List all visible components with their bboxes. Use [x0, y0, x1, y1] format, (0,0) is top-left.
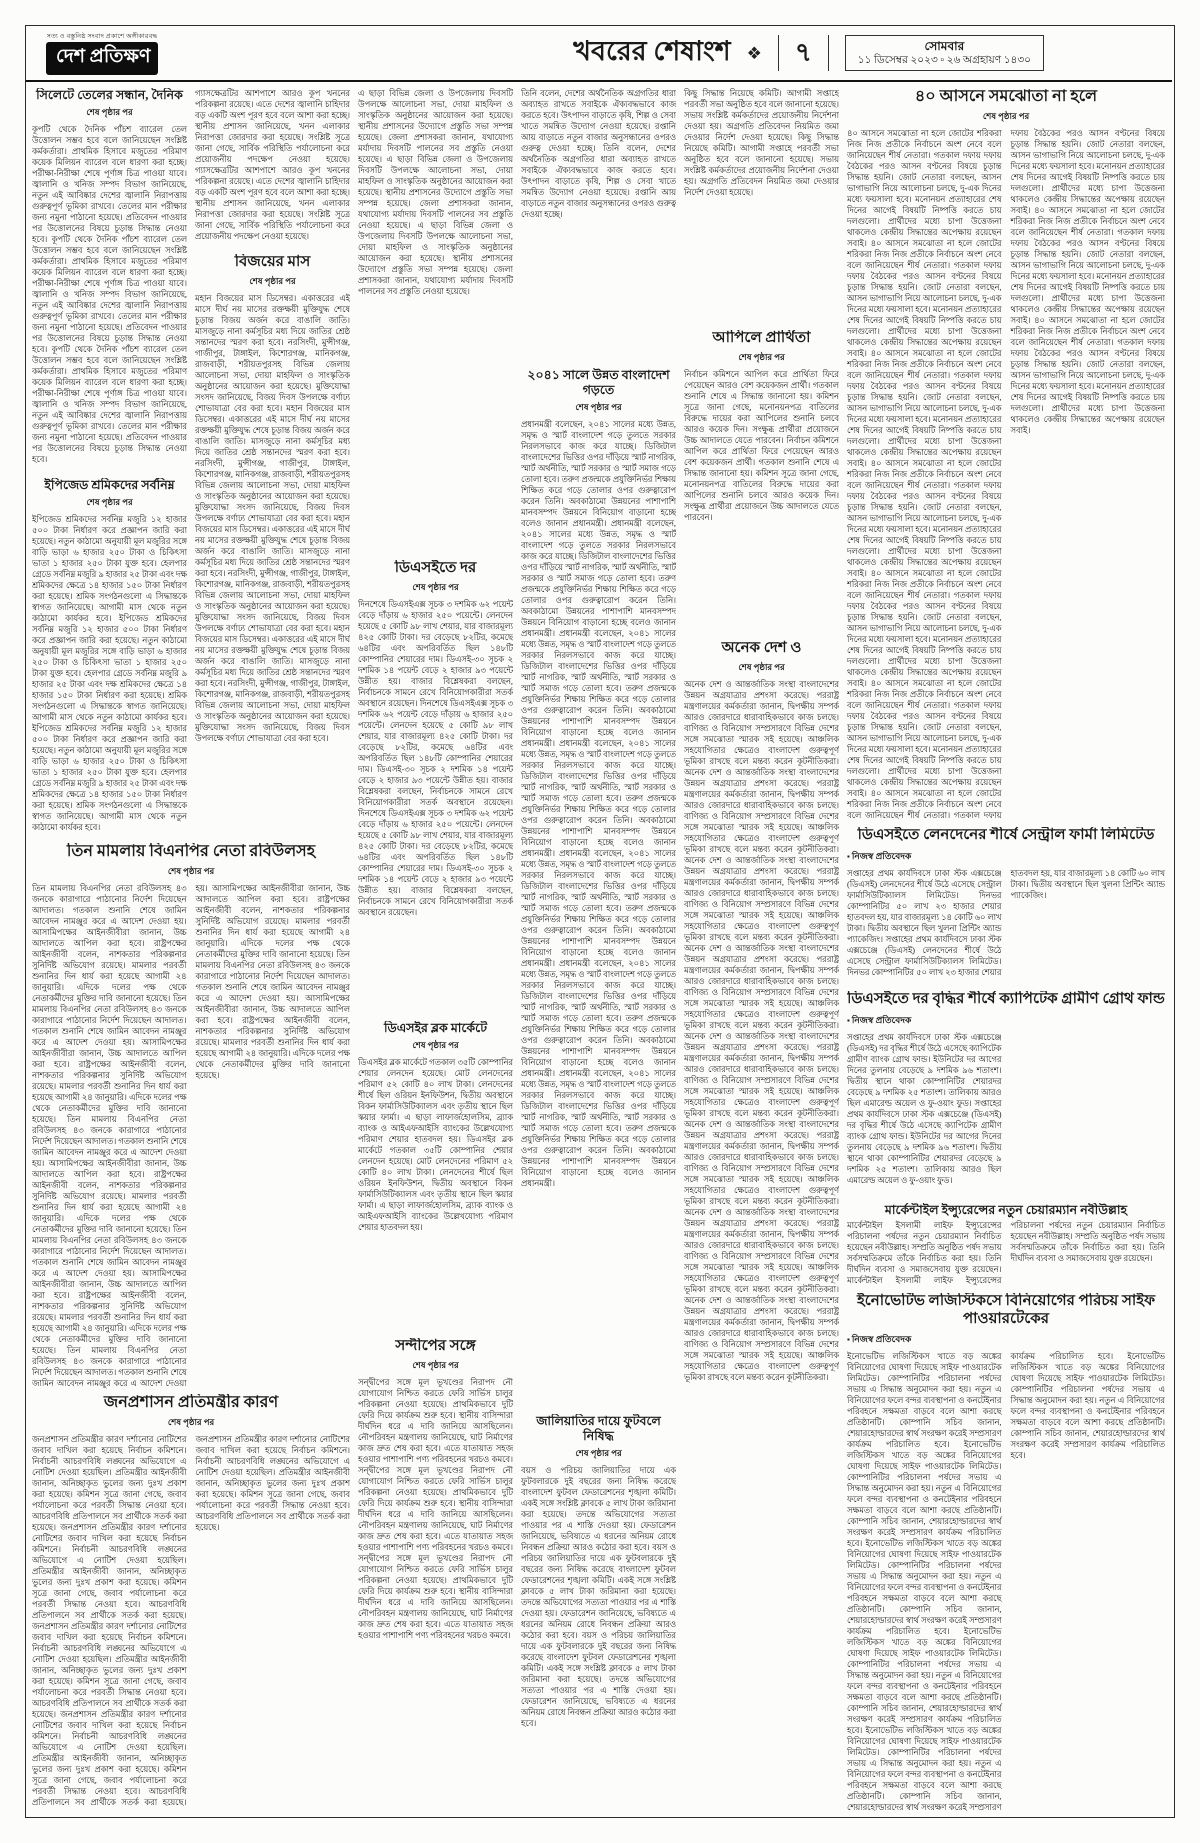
continued-from-label: শেষ পৃষ্ঠার পর [738, 661, 785, 672]
article-headline: মার্কেন্টাইল ইন্স্যুরেন্সের নতুন চেয়ারম্যান নবীউল্লাহ [884, 1203, 1128, 1217]
article-capitec-top-gainer [847, 991, 1165, 1199]
article-headline: ডিএসইতে দর বৃদ্ধির শীর্ষে ক্যাপিটেক গ্রামীণ গ্রোথ ফান্ড [847, 991, 1165, 1007]
byline: ▪ নিজস্ব প্রতিবেদক [847, 1332, 1165, 1347]
article-body: প্রধানমন্ত্রী বলেছেন, ২০৪১ সালের মধ্যে উন্নত, সমৃদ্ধ ও স্মার্ট বাংলাদেশ গড়ে তুলতে সরকার নিরলসভাবে কাজ করে যাচ্ছে। ডিজিটাল বাংলাদেশের ভিত্তির ওপর দাঁড়িয়ে স্মার্ট নাগরিক, স্মার্ট অর্থনীতি, স্মার্ট সরকার ও স্মার্ট সমাজ গড়ে তোলা হবে। তরুণ প্রজন্মকে প্রযুক্তিনির্ভর শিক্ষায় শিক্ষিত করে গড়ে তোলার ওপর গুরুত্বারোপ করেন তিনি। অবকাঠামো উন্নয়নের পাশাপাশি মানবসম্পদ উন্নয়নে বিনিয়োগ বাড়ানো হচ্ছে বলেও জানান প্রধানমন্ত্রী। প্রধানমন্ত্রী বলেছেন, ২০৪১ সালের মধ্যে উন্নত, সমৃদ্ধ ও স্মার্ট বাংলাদেশ গড়ে তুলতে সরকার নিরলসভাবে কাজ করে যাচ্ছে। ডিজিটাল বাংলাদেশের ভিত্তির ওপর দাঁড়িয়ে স্মার্ট নাগরিক, স্মার্ট অর্থনীতি, স্মার্ট সরকার ও স্মার্ট সমাজ গড়ে তোলা হবে। তরুণ প্রজন্মকে প্রযুক্তিনির্ভর শিক্ষায় শিক্ষিত করে গড়ে তোলার ওপর গুরুত্বারোপ করেন তিনি। অবকাঠামো উন্নয়নের পাশাপাশি মানবসম্পদ উন্নয়নে বিনিয়োগ বাড়ানো হচ্ছে বলেও জানান প্রধানমন্ত্রী। প্রধানমন্ত্রী বলেছেন, ২০৪১ সালের মধ্যে উন্নত, সমৃদ্ধ ও স্মার্ট বাংলাদেশ গড়ে তুলতে সরকার নিরলসভাবে কাজ করে যাচ্ছে। ডিজিটাল বাংলাদেশের ভিত্তির ওপর দাঁড়িয়ে স্মার্ট নাগরিক, স্মার্ট অর্থনীতি, স্মার্ট সরকার ও স্মার্ট সমাজ গড়ে তোলা হবে। তরুণ প্রজন্মকে প্রযুক্তিনির্ভর শিক্ষায় শিক্ষিত করে গড়ে তোলার ওপর গুরুত্বারোপ করেন তিনি। অবকাঠামো উন্নয়নের পাশাপাশি মানবসম্পদ উন্নয়নে বিনিয়োগ বাড়ানো হচ্ছে বলেও জানান প্রধানমন্ত্রী। প্রধানমন্ত্রী বলেছেন, ২০৪১ সালের মধ্যে উন্নত, সমৃদ্ধ ও স্মার্ট বাংলাদেশ গড়ে তুলতে সরকার নিরলসভাবে কাজ করে যাচ্ছে। ডিজিটাল বাংলাদেশের ভিত্তির ওপর দাঁড়িয়ে স্মার্ট নাগরিক, স্মার্ট অর্থনীতি, স্মার্ট সরকার ও স্মার্ট সমাজ গড়ে তোলা হবে। তরুণ প্রজন্মকে প্রযুক্তিনির্ভর শিক্ষায় শিক্ষিত করে গড়ে তোলার ওপর গুরুত্বারোপ করেন তিনি। অবকাঠামো উন্নয়নের পাশাপাশি মানবসম্পদ উন্নয়নে বিনিয়োগ বাড়ানো হচ্ছে বলেও জানান প্রধানমন্ত্রী। প্রধানমন্ত্রী বলেছেন, ২০৪১ সালের মধ্যে উন্নত, সমৃদ্ধ ও স্মার্ট বাংলাদেশ গড়ে তুলতে সরকার নিরলসভাবে কাজ করে যাচ্ছে। ডিজিটাল বাংলাদেশের ভিত্তির ওপর দাঁড়িয়ে স্মার্ট নাগরিক, স্মার্ট অর্থনীতি, স্মার্ট সরকার ও স্মার্ট সমাজ গড়ে তোলা হবে। তরুণ প্রজন্মকে প্রযুক্তিনির্ভর শিক্ষায় শিক্ষিত করে গড়ে তোলার ওপর গুরুত্বারোপ করেন তিনি। অবকাঠামো উন্নয়নের পাশাপাশি মানবসম্পদ উন্নয়নে বিনিয়োগ বাড়ানো হচ্ছে বলেও জানান প্রধানমন্ত্রী। প্রধানমন্ত্রী বলেছেন, ২০৪১ সালের মধ্যে উন্নত, সমৃদ্ধ ও স্মার্ট বাংলাদেশ গড়ে তুলতে সরকার নিরলসভাবে কাজ করে যাচ্ছে। ডিজিটাল বাংলাদেশের ভিত্তির ওপর দাঁড়িয়ে স্মার্ট নাগরিক, স্মার্ট অর্থনীতি, স্মার্ট সরকার ও স্মার্ট সমাজ গড়ে তোলা হবে। তরুণ প্রজন্মকে প্রযুক্তিনির্ভর শিক্ষায় শিক্ষিত করে গড়ে তোলার ওপর গুরুত্বারোপ করেন তিনি। অবকাঠামো উন্নয়নের পাশাপাশি মানবসম্পদ উন্নয়নে বিনিয়োগ বাড়ানো হচ্ছে বলেও জানান প্রধানমন্ত্রী। প্রধানমন্ত্রী বলেছেন, ২০৪১ সালের মধ্যে উন্নত, সমৃদ্ধ ও স্মার্ট বাংলাদেশ গড়ে তুলতে সরকার নিরলসভাবে কাজ করে যাচ্ছে। ডিজিটাল বাংলাদেশের ভিত্তির ওপর দাঁড়িয়ে স্মার্ট নাগরিক, স্মার্ট অর্থনীতি, স্মার্ট সরকার ও স্মার্ট সমাজ গড়ে তোলা হবে। তরুণ প্রজন্মকে প্রযুক্তিনির্ভর শিক্ষায় শিক্ষিত করে গড়ে তোলার ওপর গুরুত্বারোপ করেন তিনি। অবকাঠামো উন্নয়নের পাশাপাশি মানবসম্পদ উন্নয়নে বিনিয়োগ বাড়ানো হচ্ছে বলেও জানান প্রধানমন্ত্রী। [521, 419, 676, 1188]
article-public-admin-minister [32, 1394, 350, 1814]
continued-from-label: শেষ পৃষ্ঠার পর [412, 1359, 459, 1370]
continued-from-label: শেষ পৃষ্ঠার পর [167, 865, 215, 876]
article-body: কূপটি থেকে দৈনিক পাঁচশ ব্যারেল তেল উত্তোলন সম্ভব হবে বলে জানিয়েছেন সংশ্লিষ্ট কর্মকর্তারা। প্রাথমিক হিসাবে মজুতের পরিমাণ কয়েক মিলিয়ন ব্যারেল বলে ধারণা করা হচ্ছে। পরীক্ষা-নিরীক্ষা শেষে পূর্ণাঙ্গ চিত্র পাওয়া যাবে। জ্বালানি ও খনিজ সম্পদ বিভাগ জানিয়েছে, নতুন এই আবিষ্কার দেশের জ্বালানি নিরাপত্তায় গুরুত্বপূর্ণ ভূমিকা রাখবে। তেলের মান পরীক্ষার জন্য নমুনা পাঠানো হয়েছে। প্রতিবেদন পাওয়ার পর উত্তোলনের বিষয়ে চূড়ান্ত সিদ্ধান্ত নেওয়া হবে। কূপটি থেকে দৈনিক পাঁচশ ব্যারেল তেল উত্তোলন সম্ভব হবে বলে জানিয়েছেন সংশ্লিষ্ট কর্মকর্তারা। প্রাথমিক হিসাবে মজুতের পরিমাণ কয়েক মিলিয়ন ব্যারেল বলে ধারণা করা হচ্ছে। পরীক্ষা-নিরীক্ষা শেষে পূর্ণাঙ্গ চিত্র পাওয়া যাবে। জ্বালানি ও খনিজ সম্পদ বিভাগ জানিয়েছে, নতুন এই আবিষ্কার দেশের জ্বালানি নিরাপত্তায় গুরুত্বপূর্ণ ভূমিকা রাখবে। তেলের মান পরীক্ষার জন্য নমুনা পাঠানো হয়েছে। প্রতিবেদন পাওয়ার পর উত্তোলনের বিষয়ে চূড়ান্ত সিদ্ধান্ত নেওয়া হবে। কূপটি থেকে দৈনিক পাঁচশ ব্যারেল তেল উত্তোলন সম্ভব হবে বলে জানিয়েছেন সংশ্লিষ্ট কর্মকর্তারা। প্রাথমিক হিসাবে মজুতের পরিমাণ কয়েক মিলিয়ন ব্যারেল বলে ধারণা করা হচ্ছে। পরীক্ষা-নিরীক্ষা শেষে পূর্ণাঙ্গ চিত্র পাওয়া যাবে। জ্বালানি ও খনিজ সম্পদ বিভাগ জানিয়েছে, নতুন এই আবিষ্কার দেশের জ্বালানি নিরাপত্তায় গুরুত্বপূর্ণ ভূমিকা রাখবে। তেলের মান পরীক্ষার জন্য নমুনা পাঠানো হয়েছে। প্রতিবেদন পাওয়ার পর উত্তোলনের বিষয়ে চূড়ান্ত সিদ্ধান্ত নেওয়া হবে। [32, 124, 187, 464]
article-continuation-col4 [521, 88, 676, 364]
article-headline: ডিএসইতে দর [394, 560, 477, 576]
article-headline: ২০৪১ সালে উন্নত বাংলাদেশ গড়তে [527, 368, 670, 397]
article-body: সপ্তাহের প্রথম কার্যদিবসে ঢাকা স্টক এক্সচেঞ্জে (ডিএসই) দর বৃদ্ধির শীর্ষে উঠে এসেছে ক্যাপিটেক গ্রামীণ ব্যাংক গ্রোথ ফান্ড। ইউনিটের দর আগের দিনের তুলনায় বেড়েছে ৯ দশমিক ৯৬ শতাংশ। দ্বিতীয় স্থানে থাকা কোম্পানিটির শেয়ারদর বেড়েছে ৯ দশমিক ২৫ শতাংশ। তালিকায় আরও ছিল এমারেল্ড অয়েল ও ফু-ওয়াং ফুড। সপ্তাহের প্রথম কার্যদিবসে ঢাকা স্টক এক্সচেঞ্জে (ডিএসই) দর বৃদ্ধির শীর্ষে উঠে এসেছে ক্যাপিটেক গ্রামীণ ব্যাংক গ্রোথ ফান্ড। ইউনিটের দর আগের দিনের তুলনায় বেড়েছে ৯ দশমিক ৯৬ শতাংশ। দ্বিতীয় স্থানে থাকা কোম্পানিটির শেয়ারদর বেড়েছে ৯ দশমিক ২৫ শতাংশ। তালিকায় আরও ছিল এমারেল্ড অয়েল ও ফু-ওয়াং ফুড। [847, 1032, 1002, 1185]
ornament-icon: ❖ [746, 43, 762, 63]
article-saif-powertec-investment [847, 1293, 1165, 1814]
article-body: সপ্তাহের প্রথম কার্যদিবসে ঢাকা স্টক এক্সচেঞ্জে (ডিএসই) লেনদেনের শীর্ষে উঠে এসেছে সেন্ট্রাল ফার্মাসিউটিক্যালস লিমিটেড। দিনভর কোম্পানিটির ৫০ লাখ ২৩ হাজার শেয়ার হাতবদল হয়, যার বাজারমূল্য ১৪ কোটি ৬০ লাখ টাকা। দ্বিতীয় অবস্থানে ছিল খুলনা প্রিন্টিং অ্যান্ড প্যাকেজিং। সপ্তাহের প্রথম কার্যদিবসে ঢাকা স্টক এক্সচেঞ্জে (ডিএসই) লেনদেনের শীর্ষে উঠে এসেছে সেন্ট্রাল ফার্মাসিউটিক্যালস লিমিটেড। দিনভর কোম্পানিটির ৫০ লাখ ২৩ হাজার শেয়ার হাতবদল হয়, যার বাজারমূল্য ১৪ কোটি ৬০ লাখ টাকা। দ্বিতীয় অবস্থানে ছিল খুলনা প্রিন্টিং অ্যান্ড প্যাকেজিং। [847, 868, 1165, 977]
article-body: নির্বাচন কমিশনে আপিল করে প্রার্থিতা ফিরে পেয়েছেন আরও বেশ কয়েকজন প্রার্থী। গতকাল শুনানি শেষে এ সিদ্ধান্ত জানানো হয়। কমিশন সূত্রে জানা গেছে, মনোনয়নপত্র বাতিলের বিরুদ্ধে দায়ের করা আপিলের শুনানি চলবে আরও কয়েক দিন। সংক্ষুব্ধ প্রার্থীরা প্রয়োজনে উচ্চ আদালতে যেতে পারবেন। নির্বাচন কমিশনে আপিল করে প্রার্থিতা ফিরে পেয়েছেন আরও বেশ কয়েকজন প্রার্থী। গতকাল শুনানি শেষে এ সিদ্ধান্ত জানানো হয়। কমিশন সূত্রে জানা গেছে, মনোনয়নপত্র বাতিলের বিরুদ্ধে দায়ের করা আপিলের শুনানি চলবে আরও কয়েক দিন। সংক্ষুব্ধ প্রার্থীরা প্রয়োজনে উচ্চ আদালতে যেতে পারবেন। [684, 369, 839, 522]
article-body: ইনোভেটিভ লজিস্টিকস খাতে বড় অঙ্কের বিনিয়োগের ঘোষণা দিয়েছে সাইফ পাওয়ারটেক লিমিটেড। কোম্পানিটির পরিচালনা পর্ষদের সভায় এ সিদ্ধান্ত অনুমোদন করা হয়। নতুন এ বিনিয়োগের ফলে বন্দর ব্যবস্থাপনা ও কনটেইনার পরিবহনে সক্ষমতা বাড়বে বলে আশা করছে প্রতিষ্ঠানটি। কোম্পানি সচিব জানান, শেয়ারহোল্ডারদের স্বার্থ সংরক্ষণ করেই সম্প্রসারণ কার্যক্রম পরিচালিত হবে। ইনোভেটিভ লজিস্টিকস খাতে বড় অঙ্কের বিনিয়োগের ঘোষণা দিয়েছে সাইফ পাওয়ারটেক লিমিটেড। কোম্পানিটির পরিচালনা পর্ষদের সভায় এ সিদ্ধান্ত অনুমোদন করা হয়। নতুন এ বিনিয়োগের ফলে বন্দর ব্যবস্থাপনা ও কনটেইনার পরিবহনে সক্ষমতা বাড়বে বলে আশা করছে প্রতিষ্ঠানটি। কোম্পানি সচিব জানান, শেয়ারহোল্ডারদের স্বার্থ সংরক্ষণ করেই সম্প্রসারণ কার্যক্রম পরিচালিত হবে। ইনোভেটিভ লজিস্টিকস খাতে বড় অঙ্কের বিনিয়োগের ঘোষণা দিয়েছে সাইফ পাওয়ারটেক লিমিটেড। কোম্পানিটির পরিচালনা পর্ষদের সভায় এ সিদ্ধান্ত অনুমোদন করা হয়। নতুন এ বিনিয়োগের ফলে বন্দর ব্যবস্থাপনা ও কনটেইনার পরিবহনে সক্ষমতা বাড়বে বলে আশা করছে প্রতিষ্ঠানটি। কোম্পানি সচিব জানান, শেয়ারহোল্ডারদের স্বার্থ সংরক্ষণ করেই সম্প্রসারণ কার্যক্রম পরিচালিত হবে। ইনোভেটিভ লজিস্টিকস খাতে বড় অঙ্কের বিনিয়োগের ঘোষণা দিয়েছে সাইফ পাওয়ারটেক লিমিটেড। কোম্পানিটির পরিচালনা পর্ষদের সভায় এ সিদ্ধান্ত অনুমোদন করা হয়। নতুন এ বিনিয়োগের ফলে বন্দর ব্যবস্থাপনা ও কনটেইনার পরিবহনে সক্ষমতা বাড়বে বলে আশা করছে প্রতিষ্ঠানটি। কোম্পানি সচিব জানান, শেয়ারহোল্ডারদের স্বার্থ সংরক্ষণ করেই সম্প্রসারণ কার্যক্রম পরিচালিত হবে। ইনোভেটিভ লজিস্টিকস খাতে বড় অঙ্কের বিনিয়োগের ঘোষণা দিয়েছে সাইফ পাওয়ারটেক লিমিটেড। কোম্পানিটির পরিচালনা পর্ষদের সভায় এ সিদ্ধান্ত অনুমোদন করা হয়। নতুন এ বিনিয়োগের ফলে বন্দর ব্যবস্থাপনা ও কনটেইনার পরিবহনে সক্ষমতা বাড়বে বলে আশা করছে প্রতিষ্ঠানটি। কোম্পানি সচিব জানান, শেয়ারহোল্ডারদের স্বার্থ সংরক্ষণ করেই সম্প্রসারণ কার্যক্রম পরিচালিত হবে। ইনোভেটিভ লজিস্টিকস খাতে বড় অঙ্কের বিনিয়োগের ঘোষণা দিয়েছে সাইফ পাওয়ারটেক লিমিটেড। কোম্পানিটির পরিচালনা পর্ষদের সভায় এ সিদ্ধান্ত অনুমোদন করা হয়। নতুন এ বিনিয়োগের ফলে বন্দর ব্যবস্থাপনা ও কনটেইনার পরিবহনে সক্ষমতা বাড়বে বলে আশা করছে প্রতিষ্ঠানটি। কোম্পানি সচিব জানান, শেয়ারহোল্ডারদের স্বার্থ সংরক্ষণ করেই সম্প্রসারণ কার্যক্রম পরিচালিত হবে। [847, 1352, 1165, 1813]
article-epz-wage [32, 478, 187, 838]
article-sylhet-oil [32, 88, 187, 474]
article-headline: ডিএসইতে লেনদেনের শীর্ষে সেন্ট্রাল ফার্মা লিমিটেড [857, 827, 1155, 843]
page-header [26, 26, 1172, 82]
date-box [845, 35, 1044, 72]
article-headline: ইনোভেটিভ লজিস্টিকসে বিনিয়োগের পরিচয় সাইফ পাওয়ারটেকের [856, 1293, 1156, 1327]
weekday-label: সোমবার [924, 38, 965, 53]
article-continuation-col2 [195, 88, 350, 251]
article-headline: ইপিজেড শ্রমিকদের সর্বনিম্ন [44, 478, 175, 492]
article-body: এ ছাড়া বিভিন্ন জেলা ও উপজেলায় দিবসটি উপলক্ষে আলোচনা সভা, দোয়া মাহফিল ও সাংস্কৃতিক অনুষ্ঠানের আয়োজন করা হয়েছে। স্থানীয় প্রশাসনের উদ্যোগে প্রস্তুতি সভা সম্পন্ন হয়েছে। জেলা প্রশাসকরা জানান, যথাযোগ্য মর্যাদায় দিবসটি পালনের সব প্রস্তুতি নেওয়া হয়েছে। এ ছাড়া বিভিন্ন জেলা ও উপজেলায় দিবসটি উপলক্ষে আলোচনা সভা, দোয়া মাহফিল ও সাংস্কৃতিক অনুষ্ঠানের আয়োজন করা হয়েছে। স্থানীয় প্রশাসনের উদ্যোগে প্রস্তুতি সভা সম্পন্ন হয়েছে। জেলা প্রশাসকরা জানান, যথাযোগ্য মর্যাদায় দিবসটি পালনের সব প্রস্তুতি নেওয়া হয়েছে। এ ছাড়া বিভিন্ন জেলা ও উপজেলায় দিবসটি উপলক্ষে আলোচনা সভা, দোয়া মাহফিল ও সাংস্কৃতিক অনুষ্ঠানের আয়োজন করা হয়েছে। স্থানীয় প্রশাসনের উদ্যোগে প্রস্তুতি সভা সম্পন্ন হয়েছে। জেলা প্রশাসকরা জানান, যথাযোগ্য মর্যাদায় দিবসটি পালনের সব প্রস্তুতি নেওয়া হয়েছে। [358, 89, 513, 296]
article-body: জনপ্রশাসন প্রতিমন্ত্রীর কারণ দর্শানোর নোটিশের জবাব দাখিল করা হয়েছে নির্বাচন কমিশনে। নির্বাচনী আচরণবিধি লঙ্ঘনের অভিযোগে এ নোটিশ দেওয়া হয়েছিল। প্রতিমন্ত্রীর আইনজীবী জানান, অনিচ্ছাকৃত ভুলের জন্য দুঃখ প্রকাশ করা হয়েছে। কমিশন সূত্রে জানা গেছে, জবাব পর্যালোচনা করে পরবর্তী সিদ্ধান্ত নেওয়া হবে। আচরণবিধি প্রতিপালনে সব প্রার্থীকে সতর্ক করা হয়েছে। জনপ্রশাসন প্রতিমন্ত্রীর কারণ দর্শানোর নোটিশের জবাব দাখিল করা হয়েছে নির্বাচন কমিশনে। নির্বাচনী আচরণবিধি লঙ্ঘনের অভিযোগে এ নোটিশ দেওয়া হয়েছিল। প্রতিমন্ত্রীর আইনজীবী জানান, অনিচ্ছাকৃত ভুলের জন্য দুঃখ প্রকাশ করা হয়েছে। কমিশন সূত্রে জানা গেছে, জবাব পর্যালোচনা করে পরবর্তী সিদ্ধান্ত নেওয়া হবে। আচরণবিধি প্রতিপালনে সব প্রার্থীকে সতর্ক করা হয়েছে। জনপ্রশাসন প্রতিমন্ত্রীর কারণ দর্শানোর নোটিশের জবাব দাখিল করা হয়েছে নির্বাচন কমিশনে। নির্বাচনী আচরণবিধি লঙ্ঘনের অভিযোগে এ নোটিশ দেওয়া হয়েছিল। প্রতিমন্ত্রীর আইনজীবী জানান, অনিচ্ছাকৃত ভুলের জন্য দুঃখ প্রকাশ করা হয়েছে। কমিশন সূত্রে জানা গেছে, জবাব পর্যালোচনা করে পরবর্তী সিদ্ধান্ত নেওয়া হবে। আচরণবিধি প্রতিপালনে সব প্রার্থীকে সতর্ক করা হয়েছে। জনপ্রশাসন প্রতিমন্ত্রীর কারণ দর্শানোর নোটিশের জবাব দাখিল করা হয়েছে নির্বাচন কমিশনে। নির্বাচনী আচরণবিধি লঙ্ঘনের অভিযোগে এ নোটিশ দেওয়া হয়েছিল। প্রতিমন্ত্রীর আইনজীবী জানান, অনিচ্ছাকৃত ভুলের জন্য দুঃখ প্রকাশ করা হয়েছে। কমিশন সূত্রে জানা গেছে, জবাব পর্যালোচনা করে পরবর্তী সিদ্ধান্ত নেওয়া হবে। আচরণবিধি প্রতিপালনে সব প্রার্থীকে সতর্ক করা হয়েছে। জনপ্রশাসন প্রতিমন্ত্রীর কারণ দর্শানোর নোটিশের জবাব দাখিল করা হয়েছে নির্বাচন কমিশনে। নির্বাচনী আচরণবিধি লঙ্ঘনের অভিযোগে এ নোটিশ দেওয়া হয়েছিল। প্রতিমন্ত্রীর আইনজীবী জানান, অনিচ্ছাকৃত ভুলের জন্য দুঃখ প্রকাশ করা হয়েছে। কমিশন সূত্রে জানা গেছে, জবাব পর্যালোচনা করে পরবর্তী সিদ্ধান্ত নেওয়া হবে। আচরণবিধি প্রতিপালনে সব প্রার্থীকে সতর্ক করা হয়েছে। [32, 1434, 350, 1807]
article-victory-month [195, 254, 350, 838]
masthead [36, 31, 168, 75]
article-continuation-col5 [684, 88, 839, 326]
article-body: মহান বিজয়ের মাস ডিসেম্বর। একাত্তরের এই মাসে দীর্ঘ নয় মাসের রক্তক্ষয়ী মুক্তিযুদ্ধ শেষে চূড়ান্ত বিজয় অর্জন করে বাঙালি জাতি। মাসজুড়ে নানা কর্মসূচির মধ্য দিয়ে জাতির শ্রেষ্ঠ সন্তানদের স্মরণ করা হবে। নরসিংদী, মুন্সীগঞ্জ, গাজীপুর, টাঙ্গাইল, কিশোরগঞ্জ, মানিকগঞ্জ, রাজবাড়ী, শরীয়তপুরসহ বিভিন্ন জেলায় আলোচনা সভা, দোয়া মাহফিল ও সাংস্কৃতিক অনুষ্ঠানের আয়োজন করা হয়েছে। মুক্তিযোদ্ধা সংসদ জানিয়েছে, বিজয় দিবস উপলক্ষে বর্ণাঢ্য শোভাযাত্রা বের করা হবে। মহান বিজয়ের মাস ডিসেম্বর। একাত্তরের এই মাসে দীর্ঘ নয় মাসের রক্তক্ষয়ী মুক্তিযুদ্ধ শেষে চূড়ান্ত বিজয় অর্জন করে বাঙালি জাতি। মাসজুড়ে নানা কর্মসূচির মধ্য দিয়ে জাতির শ্রেষ্ঠ সন্তানদের স্মরণ করা হবে। নরসিংদী, মুন্সীগঞ্জ, গাজীপুর, টাঙ্গাইল, কিশোরগঞ্জ, মানিকগঞ্জ, রাজবাড়ী, শরীয়তপুরসহ বিভিন্ন জেলায় আলোচনা সভা, দোয়া মাহফিল ও সাংস্কৃতিক অনুষ্ঠানের আয়োজন করা হয়েছে। মুক্তিযোদ্ধা সংসদ জানিয়েছে, বিজয় দিবস উপলক্ষে বর্ণাঢ্য শোভাযাত্রা বের করা হবে। মহান বিজয়ের মাস ডিসেম্বর। একাত্তরের এই মাসে দীর্ঘ নয় মাসের রক্তক্ষয়ী মুক্তিযুদ্ধ শেষে চূড়ান্ত বিজয় অর্জন করে বাঙালি জাতি। মাসজুড়ে নানা কর্মসূচির মধ্য দিয়ে জাতির শ্রেষ্ঠ সন্তানদের স্মরণ করা হবে। নরসিংদী, মুন্সীগঞ্জ, গাজীপুর, টাঙ্গাইল, কিশোরগঞ্জ, মানিকগঞ্জ, রাজবাড়ী, শরীয়তপুরসহ বিভিন্ন জেলায় আলোচনা সভা, দোয়া মাহফিল ও সাংস্কৃতিক অনুষ্ঠানের আয়োজন করা হয়েছে। মুক্তিযোদ্ধা সংসদ জানিয়েছে, বিজয় দিবস উপলক্ষে বর্ণাঢ্য শোভাযাত্রা বের করা হবে। মহান বিজয়ের মাস ডিসেম্বর। একাত্তরের এই মাসে দীর্ঘ নয় মাসের রক্তক্ষয়ী মুক্তিযুদ্ধ শেষে চূড়ান্ত বিজয় অর্জন করে বাঙালি জাতি। মাসজুড়ে নানা কর্মসূচির মধ্য দিয়ে জাতির শ্রেষ্ঠ সন্তানদের স্মরণ করা হবে। নরসিংদী, মুন্সীগঞ্জ, গাজীপুর, টাঙ্গাইল, কিশোরগঞ্জ, মানিকগঞ্জ, রাজবাড়ী, শরীয়তপুরসহ বিভিন্ন জেলায় আলোচনা সভা, দোয়া মাহফিল ও সাংস্কৃতিক অনুষ্ঠানের আয়োজন করা হয়েছে। মুক্তিযোদ্ধা সংসদ জানিয়েছে, বিজয় দিবস উপলক্ষে বর্ণাঢ্য শোভাযাত্রা বের করা হবে। [195, 293, 350, 743]
byline: ▪ নিজস্ব প্রতিবেদক [847, 1013, 1165, 1028]
article-football-ban [521, 1414, 676, 1814]
article-body: দিনশেষে ডিএসইএক্স সূচক ৩ দশমিক ৬২ পয়েন্ট বেড়ে দাঁড়ায় ৬ হাজার ২৫০ পয়েন্টে। লেনদেন হয়েছে ৫ কোটি ৯৮ লাখ শেয়ার, যার বাজারমূল্য ৪২৫ কোটি টাকা। দর বেড়েছে ৮২টির, কমেছে ৬৪টির এবং অপরিবর্তিত ছিল ১৪৮টি কোম্পানির শেয়ারের দাম। ডিএসই-৩০ সূচক ২ দশমিক ১৪ পয়েন্ট বেড়ে ২ হাজার ৯৩ পয়েন্টে উন্নীত হয়। বাজার বিশ্লেষকরা বলছেন, নির্বাচনকে সামনে রেখে বিনিয়োগকারীরা সতর্ক অবস্থানে রয়েছেন। দিনশেষে ডিএসইএক্স সূচক ৩ দশমিক ৬২ পয়েন্ট বেড়ে দাঁড়ায় ৬ হাজার ২৫০ পয়েন্টে। লেনদেন হয়েছে ৫ কোটি ৯৮ লাখ শেয়ার, যার বাজারমূল্য ৪২৫ কোটি টাকা। দর বেড়েছে ৮২টির, কমেছে ৬৪টির এবং অপরিবর্তিত ছিল ১৪৮টি কোম্পানির শেয়ারের দাম। ডিএসই-৩০ সূচক ২ দশমিক ১৪ পয়েন্ট বেড়ে ২ হাজার ৯৩ পয়েন্টে উন্নীত হয়। বাজার বিশ্লেষকরা বলছেন, নির্বাচনকে সামনে রেখে বিনিয়োগকারীরা সতর্ক অবস্থানে রয়েছেন। দিনশেষে ডিএসইএক্স সূচক ৩ দশমিক ৬২ পয়েন্ট বেড়ে দাঁড়ায় ৬ হাজার ২৫০ পয়েন্টে। লেনদেন হয়েছে ৫ কোটি ৯৮ লাখ শেয়ার, যার বাজারমূল্য ৪২৫ কোটি টাকা। দর বেড়েছে ৮২টির, কমেছে ৬৪টির এবং অপরিবর্তিত ছিল ১৪৮টি কোম্পানির শেয়ারের দাম। ডিএসই-৩০ সূচক ২ দশমিক ১৪ পয়েন্ট বেড়ে ২ হাজার ৯৩ পয়েন্টে উন্নীত হয়। বাজার বিশ্লেষকরা বলছেন, নির্বাচনকে সামনে রেখে বিনিয়োগকারীরা সতর্ক অবস্থানে রয়েছেন। [358, 599, 513, 917]
article-body: মার্কেন্টাইল ইসলামী লাইফ ইন্স্যুরেন্সের পরিচালনা পর্ষদের নতুন চেয়ারম্যান নির্বাচিত হয়েছেন নবীউল্লাহ। সম্প্রতি অনুষ্ঠিত পর্ষদ সভায় সর্বসম্মতিক্রমে তাঁকে নির্বাচিত করা হয়। তিনি দীর্ঘদিন ব্যবসা ও সমাজসেবায় যুক্ত রয়েছেন। মার্কেন্টাইল ইসলামী লাইফ ইন্স্যুরেন্সের পরিচালনা পর্ষদের নতুন চেয়ারম্যান নির্বাচিত হয়েছেন নবীউল্লাহ। সম্প্রতি অনুষ্ঠিত পর্ষদ সভায় সর্বসম্মতিক্রমে তাঁকে নির্বাচিত করা হয়। তিনি দীর্ঘদিন ব্যবসা ও সমাজসেবায় যুক্ত রয়েছেন। [847, 1220, 1165, 1285]
continued-from-label: শেষ পৃষ্ঠার পর [982, 110, 1030, 121]
article-body: ডিএসইর ব্লক মার্কেটে গতকাল ৩৫টি কোম্পানির শেয়ার লেনদেন হয়েছে। মোট লেনদেনের পরিমাণ ৫২ কোটি ৪০ লাখ টাকা। লেনদেনের শীর্ষে ছিল ওরিয়ন ইনফিউশন, দ্বিতীয় অবস্থানে বিকন ফার্মাসিউটিক্যালস এবং তৃতীয় স্থানে ছিল স্কয়ার ফার্মা। এ ছাড়া লাফার্জহোলসিম, ব্র্যাক ব্যাংক ও আইএফআইসি ব্যাংকের উল্লেখযোগ্য পরিমাণ শেয়ার হাতবদল হয়। ডিএসইর ব্লক মার্কেটে গতকাল ৩৫টি কোম্পানির শেয়ার লেনদেন হয়েছে। মোট লেনদেনের পরিমাণ ৫২ কোটি ৪০ লাখ টাকা। লেনদেনের শীর্ষে ছিল ওরিয়ন ইনফিউশন, দ্বিতীয় অবস্থানে বিকন ফার্মাসিউটিক্যালস এবং তৃতীয় স্থানে ছিল স্কয়ার ফার্মা। এ ছাড়া লাফার্জহোলসিম, ব্র্যাক ব্যাংক ও আইএফআইসি ব্যাংকের উল্লেখযোগ্য পরিমাণ শেয়ার হাতবদল হয়। [358, 1057, 513, 1232]
article-mercantile-new-chairman [847, 1203, 1165, 1289]
article-bnp-leader-jailed [32, 843, 350, 1389]
continued-from-label: শেষ পৃষ্ঠার পর [575, 1447, 622, 1458]
article-headline: জনপ্রশাসন প্রতিমন্ত্রীর কারণ [103, 1394, 279, 1411]
continued-from-label: শেষ পৃষ্ঠার পর [86, 496, 133, 507]
article-continuation-col3 [358, 88, 513, 556]
article-headline: আপিলে প্রার্থিতা [712, 330, 811, 346]
article-headline: ডিএসইর ব্লক মার্কেটে [383, 1021, 488, 1035]
date-line: ১১ ডিসেম্বর ২০২৩ ▫ ২৬ অগ্রহায়ণ ১৪৩০ [857, 54, 1031, 66]
article-40-seats-deal [847, 88, 1165, 823]
masthead-tagline: সত্য ও বস্তুনিষ্ঠ সংবাদ প্রকাশে অঙ্গীকারবদ্ধ [46, 33, 158, 41]
article-sandwip [358, 1338, 513, 1814]
article-body: কিছু সিদ্ধান্ত নিয়েছে কমিটি। আগামী সপ্তাহে পরবর্তী সভা অনুষ্ঠিত হবে বলে জানানো হয়েছে। সভায় সংশ্লিষ্ট কর্মকর্তাদের প্রয়োজনীয় নির্দেশনা দেওয়া হয়। অগ্রগতি প্রতিবেদন নিয়মিত জমা দেওয়ার নির্দেশ দেওয়া হয়েছে। কিছু সিদ্ধান্ত নিয়েছে কমিটি। আগামী সপ্তাহে পরবর্তী সভা অনুষ্ঠিত হবে বলে জানানো হয়েছে। সভায় সংশ্লিষ্ট কর্মকর্তাদের প্রয়োজনীয় নির্দেশনা দেওয়া হয়। অগ্রগতি প্রতিবেদন নিয়মিত জমা দেওয়ার নির্দেশ দেওয়া হয়েছে। [684, 89, 839, 197]
article-headline: অনেক দেশ ও [721, 640, 802, 656]
article-appeal-candidacy [684, 330, 839, 636]
continued-from-label: শেষ পৃষ্ঠার পর [86, 106, 133, 117]
continued-from-label: শেষ পৃষ্ঠার পর [575, 401, 622, 412]
article-body: তিনি বলেন, দেশের অর্থনৈতিক অগ্রগতির ধারা অব্যাহত রাখতে সবাইকে ঐক্যবদ্ধভাবে কাজ করতে হবে। উৎপাদন বাড়াতে কৃষি, শিল্প ও সেবা খাতে সমন্বিত উদ্যোগ নেওয়া হয়েছে। রপ্তানি আয় বাড়াতে নতুন বাজার অনুসন্ধানের ওপরও গুরুত্ব দেওয়া হচ্ছে। তিনি বলেন, দেশের অর্থনৈতিক অগ্রগতির ধারা অব্যাহত রাখতে সবাইকে ঐক্যবদ্ধভাবে কাজ করতে হবে। উৎপাদন বাড়াতে কৃষি, শিল্প ও সেবা খাতে সমন্বিত উদ্যোগ নেওয়া হয়েছে। রপ্তানি আয় বাড়াতে নতুন বাজার অনুসন্ধানের ওপরও গুরুত্ব দেওয়া হচ্ছে। [521, 89, 676, 219]
article-dse-price [358, 560, 513, 1016]
continued-from-label: শেষ পৃষ্ঠার পর [412, 1039, 459, 1050]
article-body: অনেক দেশ ও আন্তর্জাতিক সংস্থা বাংলাদেশের উন্নয়ন অগ্রযাত্রার প্রশংসা করেছে। পররাষ্ট্র মন্ত্রণালয়ের কর্মকর্তারা জানান, দ্বিপক্ষীয় সম্পর্ক আরও জোরদারে ধারাবাহিকভাবে কাজ চলছে। বাণিজ্য ও বিনিয়োগ সম্প্রসারণে বিভিন্ন দেশের সঙ্গে সমঝোতা স্মারক সই হয়েছে। আঞ্চলিক সহযোগিতার ক্ষেত্রেও বাংলাদেশ গুরুত্বপূর্ণ ভূমিকা রাখছে বলে মন্তব্য করেন কূটনীতিকরা। অনেক দেশ ও আন্তর্জাতিক সংস্থা বাংলাদেশের উন্নয়ন অগ্রযাত্রার প্রশংসা করেছে। পররাষ্ট্র মন্ত্রণালয়ের কর্মকর্তারা জানান, দ্বিপক্ষীয় সম্পর্ক আরও জোরদারে ধারাবাহিকভাবে কাজ চলছে। বাণিজ্য ও বিনিয়োগ সম্প্রসারণে বিভিন্ন দেশের সঙ্গে সমঝোতা স্মারক সই হয়েছে। আঞ্চলিক সহযোগিতার ক্ষেত্রেও বাংলাদেশ গুরুত্বপূর্ণ ভূমিকা রাখছে বলে মন্তব্য করেন কূটনীতিকরা। অনেক দেশ ও আন্তর্জাতিক সংস্থা বাংলাদেশের উন্নয়ন অগ্রযাত্রার প্রশংসা করেছে। পররাষ্ট্র মন্ত্রণালয়ের কর্মকর্তারা জানান, দ্বিপক্ষীয় সম্পর্ক আরও জোরদারে ধারাবাহিকভাবে কাজ চলছে। বাণিজ্য ও বিনিয়োগ সম্প্রসারণে বিভিন্ন দেশের সঙ্গে সমঝোতা স্মারক সই হয়েছে। আঞ্চলিক সহযোগিতার ক্ষেত্রেও বাংলাদেশ গুরুত্বপূর্ণ ভূমিকা রাখছে বলে মন্তব্য করেন কূটনীতিকরা। অনেক দেশ ও আন্তর্জাতিক সংস্থা বাংলাদেশের উন্নয়ন অগ্রযাত্রার প্রশংসা করেছে। পররাষ্ট্র মন্ত্রণালয়ের কর্মকর্তারা জানান, দ্বিপক্ষীয় সম্পর্ক আরও জোরদারে ধারাবাহিকভাবে কাজ চলছে। বাণিজ্য ও বিনিয়োগ সম্প্রসারণে বিভিন্ন দেশের সঙ্গে সমঝোতা স্মারক সই হয়েছে। আঞ্চলিক সহযোগিতার ক্ষেত্রেও বাংলাদেশ গুরুত্বপূর্ণ ভূমিকা রাখছে বলে মন্তব্য করেন কূটনীতিকরা। অনেক দেশ ও আন্তর্জাতিক সংস্থা বাংলাদেশের উন্নয়ন অগ্রযাত্রার প্রশংসা করেছে। পররাষ্ট্র মন্ত্রণালয়ের কর্মকর্তারা জানান, দ্বিপক্ষীয় সম্পর্ক আরও জোরদারে ধারাবাহিকভাবে কাজ চলছে। বাণিজ্য ও বিনিয়োগ সম্প্রসারণে বিভিন্ন দেশের সঙ্গে সমঝোতা স্মারক সই হয়েছে। আঞ্চলিক সহযোগিতার ক্ষেত্রেও বাংলাদেশ গুরুত্বপূর্ণ ভূমিকা রাখছে বলে মন্তব্য করেন কূটনীতিকরা। অনেক দেশ ও আন্তর্জাতিক সংস্থা বাংলাদেশের উন্নয়ন অগ্রযাত্রার প্রশংসা করেছে। পররাষ্ট্র মন্ত্রণালয়ের কর্মকর্তারা জানান, দ্বিপক্ষীয় সম্পর্ক আরও জোরদারে ধারাবাহিকভাবে কাজ চলছে। বাণিজ্য ও বিনিয়োগ সম্প্রসারণে বিভিন্ন দেশের সঙ্গে সমঝোতা স্মারক সই হয়েছে। আঞ্চলিক সহযোগিতার ক্ষেত্রেও বাংলাদেশ গুরুত্বপূর্ণ ভূমিকা রাখছে বলে মন্তব্য করেন কূটনীতিকরা। অনেক দেশ ও আন্তর্জাতিক সংস্থা বাংলাদেশের উন্নয়ন অগ্রযাত্রার প্রশংসা করেছে। পররাষ্ট্র মন্ত্রণালয়ের কর্মকর্তারা জানান, দ্বিপক্ষীয় সম্পর্ক আরও জোরদারে ধারাবাহিকভাবে কাজ চলছে। বাণিজ্য ও বিনিয়োগ সম্প্রসারণে বিভিন্ন দেশের সঙ্গে সমঝোতা স্মারক সই হয়েছে। আঞ্চলিক সহযোগিতার ক্ষেত্রেও বাংলাদেশ গুরুত্বপূর্ণ ভূমিকা রাখছে বলে মন্তব্য করেন কূটনীতিকরা। অনেক দেশ ও আন্তর্জাতিক সংস্থা বাংলাদেশের উন্নয়ন অগ্রযাত্রার প্রশংসা করেছে। পররাষ্ট্র মন্ত্রণালয়ের কর্মকর্তারা জানান, দ্বিপক্ষীয় সম্পর্ক আরও জোরদারে ধারাবাহিকভাবে কাজ চলছে। বাণিজ্য ও বিনিয়োগ সম্প্রসারণে বিভিন্ন দেশের সঙ্গে সমঝোতা স্মারক সই হয়েছে। আঞ্চলিক সহযোগিতার ক্ষেত্রেও বাংলাদেশ গুরুত্বপূর্ণ ভূমিকা রাখছে বলে মন্তব্য করেন কূটনীতিকরা। [684, 679, 839, 1382]
article-body: ৪০ আসনে সমঝোতা না হলে জোটের শরিকরা নিজ নিজ প্রতীকে নির্বাচনে অংশ নেবে বলে জানিয়েছেন শীর্ষ নেতারা। গতকাল দফায় দফায় বৈঠকের পরও আসন বণ্টনের বিষয়ে চূড়ান্ত সিদ্ধান্ত হয়নি। জোট নেতারা বলছেন, আসন ভাগাভাগি নিয়ে আলোচনা চলছে, দু-এক দিনের মধ্যে ফয়সালা হবে। মনোনয়ন প্রত্যাহারের শেষ দিনের আগেই বিষয়টি নিষ্পত্তি করতে চায় দলগুলো। প্রার্থীদের মধ্যে চাপা উত্তেজনা থাকলেও কেন্দ্রীয় সিদ্ধান্তের অপেক্ষায় রয়েছেন সবাই। ৪০ আসনে সমঝোতা না হলে জোটের শরিকরা নিজ নিজ প্রতীকে নির্বাচনে অংশ নেবে বলে জানিয়েছেন শীর্ষ নেতারা। গতকাল দফায় দফায় বৈঠকের পরও আসন বণ্টনের বিষয়ে চূড়ান্ত সিদ্ধান্ত হয়নি। জোট নেতারা বলছেন, আসন ভাগাভাগি নিয়ে আলোচনা চলছে, দু-এক দিনের মধ্যে ফয়সালা হবে। মনোনয়ন প্রত্যাহারের শেষ দিনের আগেই বিষয়টি নিষ্পত্তি করতে চায় দলগুলো। প্রার্থীদের মধ্যে চাপা উত্তেজনা থাকলেও কেন্দ্রীয় সিদ্ধান্তের অপেক্ষায় রয়েছেন সবাই। ৪০ আসনে সমঝোতা না হলে জোটের শরিকরা নিজ নিজ প্রতীকে নির্বাচনে অংশ নেবে বলে জানিয়েছেন শীর্ষ নেতারা। গতকাল দফায় দফায় বৈঠকের পরও আসন বণ্টনের বিষয়ে চূড়ান্ত সিদ্ধান্ত হয়নি। জোট নেতারা বলছেন, আসন ভাগাভাগি নিয়ে আলোচনা চলছে, দু-এক দিনের মধ্যে ফয়সালা হবে। মনোনয়ন প্রত্যাহারের শেষ দিনের আগেই বিষয়টি নিষ্পত্তি করতে চায় দলগুলো। প্রার্থীদের মধ্যে চাপা উত্তেজনা থাকলেও কেন্দ্রীয় সিদ্ধান্তের অপেক্ষায় রয়েছেন সবাই। ৪০ আসনে সমঝোতা না হলে জোটের শরিকরা নিজ নিজ প্রতীকে নির্বাচনে অংশ নেবে বলে জানিয়েছেন শীর্ষ নেতারা। গতকাল দফায় দফায় বৈঠকের পরও আসন বণ্টনের বিষয়ে চূড়ান্ত সিদ্ধান্ত হয়নি। জোট নেতারা বলছেন, আসন ভাগাভাগি নিয়ে আলোচনা চলছে, দু-এক দিনের মধ্যে ফয়সালা হবে। মনোনয়ন প্রত্যাহারের শেষ দিনের আগেই বিষয়টি নিষ্পত্তি করতে চায় দলগুলো। প্রার্থীদের মধ্যে চাপা উত্তেজনা থাকলেও কেন্দ্রীয় সিদ্ধান্তের অপেক্ষায় রয়েছেন সবাই। ৪০ আসনে সমঝোতা না হলে জোটের শরিকরা নিজ নিজ প্রতীকে নির্বাচনে অংশ নেবে বলে জানিয়েছেন শীর্ষ নেতারা। গতকাল দফায় দফায় বৈঠকের পরও আসন বণ্টনের বিষয়ে চূড়ান্ত সিদ্ধান্ত হয়নি। জোট নেতারা বলছেন, আসন ভাগাভাগি নিয়ে আলোচনা চলছে, দু-এক দিনের মধ্যে ফয়সালা হবে। মনোনয়ন প্রত্যাহারের শেষ দিনের আগেই বিষয়টি নিষ্পত্তি করতে চায় দলগুলো। প্রার্থীদের মধ্যে চাপা উত্তেজনা থাকলেও কেন্দ্রীয় সিদ্ধান্তের অপেক্ষায় রয়েছেন সবাই। ৪০ আসনে সমঝোতা না হলে জোটের শরিকরা নিজ নিজ প্রতীকে নির্বাচনে অংশ নেবে বলে জানিয়েছেন শীর্ষ নেতারা। গতকাল দফায় দফায় বৈঠকের পরও আসন বণ্টনের বিষয়ে চূড়ান্ত সিদ্ধান্ত হয়নি। জোট নেতারা বলছেন, আসন ভাগাভাগি নিয়ে আলোচনা চলছে, দু-এক দিনের মধ্যে ফয়সালা হবে। মনোনয়ন প্রত্যাহারের শেষ দিনের আগেই বিষয়টি নিষ্পত্তি করতে চায় দলগুলো। প্রার্থীদের মধ্যে চাপা উত্তেজনা থাকলেও কেন্দ্রীয় সিদ্ধান্তের অপেক্ষায় রয়েছেন সবাই। ৪০ আসনে সমঝোতা না হলে জোটের শরিকরা নিজ নিজ প্রতীকে নির্বাচনে অংশ নেবে বলে জানিয়েছেন শীর্ষ নেতারা। গতকাল দফায় দফায় বৈঠকের পরও আসন বণ্টনের বিষয়ে চূড়ান্ত সিদ্ধান্ত হয়নি। জোট নেতারা বলছেন, আসন ভাগাভাগি নিয়ে আলোচনা চলছে, দু-এক দিনের মধ্যে ফয়সালা হবে। মনোনয়ন প্রত্যাহারের শেষ দিনের আগেই বিষয়টি নিষ্পত্তি করতে চায় দলগুলো। প্রার্থীদের মধ্যে চাপা উত্তেজনা থাকলেও কেন্দ্রীয় সিদ্ধান্তের অপেক্ষায় রয়েছেন সবাই। ৪০ আসনে সমঝোতা না হলে জোটের শরিকরা নিজ নিজ প্রতীকে নির্বাচনে অংশ নেবে বলে জানিয়েছেন শীর্ষ নেতারা। গতকাল দফায় দফায় বৈঠকের পরও আসন বণ্টনের বিষয়ে চূড়ান্ত সিদ্ধান্ত হয়নি। জোট নেতারা বলছেন, আসন ভাগাভাগি নিয়ে আলোচনা চলছে, দু-এক দিনের মধ্যে ফয়সালা হবে। মনোনয়ন প্রত্যাহারের শেষ দিনের আগেই বিষয়টি নিষ্পত্তি করতে চায় দলগুলো। প্রার্থীদের মধ্যে চাপা উত্তেজনা থাকলেও কেন্দ্রীয় সিদ্ধান্তের অপেক্ষায় রয়েছেন সবাই। ৪০ আসনে সমঝোতা না হলে জোটের শরিকরা নিজ নিজ প্রতীকে নির্বাচনে অংশ নেবে বলে জানিয়েছেন শীর্ষ নেতারা। গতকাল দফায় দফায় বৈঠকের পরও আসন বণ্টনের বিষয়ে চূড়ান্ত সিদ্ধান্ত হয়নি। জোট নেতারা বলছেন, আসন ভাগাভাগি নিয়ে আলোচনা চলছে, দু-এক দিনের মধ্যে ফয়সালা হবে। মনোনয়ন প্রত্যাহারের শেষ দিনের আগেই বিষয়টি নিষ্পত্তি করতে চায় দলগুলো। প্রার্থীদের মধ্যে চাপা উত্তেজনা থাকলেও কেন্দ্রীয় সিদ্ধান্তের অপেক্ষায় রয়েছেন সবাই। [847, 128, 1165, 820]
article-headline: জালিয়াতির দায়ে ফুটবলে নিষিদ্ধ [536, 1414, 661, 1443]
article-developed-bangladesh-2041 [521, 368, 676, 1409]
section-title: খবরের শেষাংশ [573, 35, 731, 66]
article-body: ইপিজেড শ্রমিকদের সর্বনিম্ন মজুরি ১২ হাজার ৫০০ টাকা নির্ধারণ করে প্রজ্ঞাপন জারি করা হয়েছে। নতুন কাঠামো অনুযায়ী মূল মজুরির সঙ্গে বাড়ি ভাড়া ৬ হাজার ২৫০ টাকা ও চিকিৎসা ভাতা ১ হাজার ২৫০ টাকা যুক্ত হবে। হেলপার গ্রেডে সর্বনিম্ন মজুরি ৯ হাজার ২৫ টাকা এবং দক্ষ শ্রমিকদের ক্ষেত্রে ১৪ হাজার ১৫০ টাকা নির্ধারণ করা হয়েছে। শ্রমিক সংগঠনগুলো এ সিদ্ধান্তকে স্বাগত জানিয়েছে। আগামী মাস থেকে নতুন কাঠামো কার্যকর হবে। ইপিজেড শ্রমিকদের সর্বনিম্ন মজুরি ১২ হাজার ৫০০ টাকা নির্ধারণ করে প্রজ্ঞাপন জারি করা হয়েছে। নতুন কাঠামো অনুযায়ী মূল মজুরির সঙ্গে বাড়ি ভাড়া ৬ হাজার ২৫০ টাকা ও চিকিৎসা ভাতা ১ হাজার ২৫০ টাকা যুক্ত হবে। হেলপার গ্রেডে সর্বনিম্ন মজুরি ৯ হাজার ২৫ টাকা এবং দক্ষ শ্রমিকদের ক্ষেত্রে ১৪ হাজার ১৫০ টাকা নির্ধারণ করা হয়েছে। শ্রমিক সংগঠনগুলো এ সিদ্ধান্তকে স্বাগত জানিয়েছে। আগামী মাস থেকে নতুন কাঠামো কার্যকর হবে। ইপিজেড শ্রমিকদের সর্বনিম্ন মজুরি ১২ হাজার ৫০০ টাকা নির্ধারণ করে প্রজ্ঞাপন জারি করা হয়েছে। নতুন কাঠামো অনুযায়ী মূল মজুরির সঙ্গে বাড়ি ভাড়া ৬ হাজার ২৫০ টাকা ও চিকিৎসা ভাতা ১ হাজার ২৫০ টাকা যুক্ত হবে। হেলপার গ্রেডে সর্বনিম্ন মজুরি ৯ হাজার ২৫ টাকা এবং দক্ষ শ্রমিকদের ক্ষেত্রে ১৪ হাজার ১৫০ টাকা নির্ধারণ করা হয়েছে। শ্রমিক সংগঠনগুলো এ সিদ্ধান্তকে স্বাগত জানিয়েছে। আগামী মাস থেকে নতুন কাঠামো কার্যকর হবে। [32, 514, 187, 832]
article-body: তিন মামলায় বিএনপির নেতা রবিউলসহ ৪৩ জনকে কারাগারে পাঠানোর নির্দেশ দিয়েছেন আদালত। গতকাল শুনানি শেষে জামিন আবেদন নামঞ্জুর করে এ আদেশ দেওয়া হয়। আসামিপক্ষের আইনজীবীরা জানান, উচ্চ আদালতে আপিল করা হবে। রাষ্ট্রপক্ষের আইনজীবী বলেন, নাশকতার পরিকল্পনার সুনির্দিষ্ট অভিযোগ রয়েছে। মামলার পরবর্তী শুনানির দিন ধার্য করা হয়েছে আগামী ২৪ জানুয়ারি। এদিকে দলের পক্ষ থেকে নেতাকর্মীদের মুক্তির দাবি জানানো হয়েছে। তিন মামলায় বিএনপির নেতা রবিউলসহ ৪৩ জনকে কারাগারে পাঠানোর নির্দেশ দিয়েছেন আদালত। গতকাল শুনানি শেষে জামিন আবেদন নামঞ্জুর করে এ আদেশ দেওয়া হয়। আসামিপক্ষের আইনজীবীরা জানান, উচ্চ আদালতে আপিল করা হবে। রাষ্ট্রপক্ষের আইনজীবী বলেন, নাশকতার পরিকল্পনার সুনির্দিষ্ট অভিযোগ রয়েছে। মামলার পরবর্তী শুনানির দিন ধার্য করা হয়েছে আগামী ২৪ জানুয়ারি। এদিকে দলের পক্ষ থেকে নেতাকর্মীদের মুক্তির দাবি জানানো হয়েছে। তিন মামলায় বিএনপির নেতা রবিউলসহ ৪৩ জনকে কারাগারে পাঠানোর নির্দেশ দিয়েছেন আদালত। গতকাল শুনানি শেষে জামিন আবেদন নামঞ্জুর করে এ আদেশ দেওয়া হয়। আসামিপক্ষের আইনজীবীরা জানান, উচ্চ আদালতে আপিল করা হবে। রাষ্ট্রপক্ষের আইনজীবী বলেন, নাশকতার পরিকল্পনার সুনির্দিষ্ট অভিযোগ রয়েছে। মামলার পরবর্তী শুনানির দিন ধার্য করা হয়েছে আগামী ২৪ জানুয়ারি। এদিকে দলের পক্ষ থেকে নেতাকর্মীদের মুক্তির দাবি জানানো হয়েছে। তিন মামলায় বিএনপির নেতা রবিউলসহ ৪৩ জনকে কারাগারে পাঠানোর নির্দেশ দিয়েছেন আদালত। গতকাল শুনানি শেষে জামিন আবেদন নামঞ্জুর করে এ আদেশ দেওয়া হয়। আসামিপক্ষের আইনজীবীরা জানান, উচ্চ আদালতে আপিল করা হবে। রাষ্ট্রপক্ষের আইনজীবী বলেন, নাশকতার পরিকল্পনার সুনির্দিষ্ট অভিযোগ রয়েছে। মামলার পরবর্তী শুনানির দিন ধার্য করা হয়েছে আগামী ২৪ জানুয়ারি। এদিকে দলের পক্ষ থেকে নেতাকর্মীদের মুক্তির দাবি জানানো হয়েছে। তিন মামলায় বিএনপির নেতা রবিউলসহ ৪৩ জনকে কারাগারে পাঠানোর নির্দেশ দিয়েছেন আদালত। গতকাল শুনানি শেষে জামিন আবেদন নামঞ্জুর করে এ আদেশ দেওয়া হয়। আসামিপক্ষের আইনজীবীরা জানান, উচ্চ আদালতে আপিল করা হবে। রাষ্ট্রপক্ষের আইনজীবী বলেন, নাশকতার পরিকল্পনার সুনির্দিষ্ট অভিযোগ রয়েছে। মামলার পরবর্তী শুনানির দিন ধার্য করা হয়েছে আগামী ২৪ জানুয়ারি। এদিকে দলের পক্ষ থেকে নেতাকর্মীদের মুক্তির দাবি জানানো হয়েছে। তিন মামলায় বিএনপির নেতা রবিউলসহ ৪৩ জনকে কারাগারে পাঠানোর নির্দেশ দিয়েছেন আদালত। গতকাল শুনানি শেষে জামিন আবেদন নামঞ্জুর করে এ আদেশ দেওয়া হয়। আসামিপক্ষের আইনজীবীরা জানান, উচ্চ আদালতে আপিল করা হবে। রাষ্ট্রপক্ষের আইনজীবী বলেন, নাশকতার পরিকল্পনার সুনির্দিষ্ট অভিযোগ রয়েছে। মামলার পরবর্তী শুনানির দিন ধার্য করা হয়েছে আগামী ২৪ জানুয়ারি। এদিকে দলের পক্ষ থেকে নেতাকর্মীদের মুক্তির দাবি জানানো হয়েছে। [32, 883, 350, 1388]
byline: ▪ নিজস্ব প্রতিবেদক [847, 849, 1165, 864]
article-central-pharma-top-trade [847, 827, 1165, 987]
continued-from-label: শেষ পৃষ্ঠার পর [412, 581, 459, 592]
article-headline: সন্দীপের সঙ্গে [395, 1338, 476, 1354]
newspaper-logo: দেশ প্রতিক্ষণ [46, 42, 158, 75]
article-body: সন্দ্বীপের সঙ্গে মূল ভূখণ্ডের নিরাপদ নৌ যোগাযোগ নিশ্চিত করতে ফেরি সার্ভিস চালুর পরিকল্পনা নেওয়া হয়েছে। প্রাথমিকভাবে দুটি ফেরি দিয়ে কার্যক্রম শুরু হবে। স্থানীয় বাসিন্দারা দীর্ঘদিন ধরে এ দাবি জানিয়ে আসছিলেন। নৌপরিবহন মন্ত্রণালয় জানিয়েছে, ঘাট নির্মাণের কাজ দ্রুত শেষ করা হবে। এতে যাতায়াত সহজ হওয়ার পাশাপাশি পণ্য পরিবহনের খরচও কমবে। সন্দ্বীপের সঙ্গে মূল ভূখণ্ডের নিরাপদ নৌ যোগাযোগ নিশ্চিত করতে ফেরি সার্ভিস চালুর পরিকল্পনা নেওয়া হয়েছে। প্রাথমিকভাবে দুটি ফেরি দিয়ে কার্যক্রম শুরু হবে। স্থানীয় বাসিন্দারা দীর্ঘদিন ধরে এ দাবি জানিয়ে আসছিলেন। নৌপরিবহন মন্ত্রণালয় জানিয়েছে, ঘাট নির্মাণের কাজ দ্রুত শেষ করা হবে। এতে যাতায়াত সহজ হওয়ার পাশাপাশি পণ্য পরিবহনের খরচও কমবে। সন্দ্বীপের সঙ্গে মূল ভূখণ্ডের নিরাপদ নৌ যোগাযোগ নিশ্চিত করতে ফেরি সার্ভিস চালুর পরিকল্পনা নেওয়া হয়েছে। প্রাথমিকভাবে দুটি ফেরি দিয়ে কার্যক্রম শুরু হবে। স্থানীয় বাসিন্দারা দীর্ঘদিন ধরে এ দাবি জানিয়ে আসছিলেন। নৌপরিবহন মন্ত্রণালয় জানিয়েছে, ঘাট নির্মাণের কাজ দ্রুত শেষ করা হবে। এতে যাতায়াত সহজ হওয়ার পাশাপাশি পণ্য পরিবহনের খরচও কমবে। [358, 1377, 513, 1640]
article-body: বয়স ও পরিচয় জালিয়াতির দায়ে এক ফুটবলারকে দুই বছরের জন্য নিষিদ্ধ করেছে বাংলাদেশ ফুটবল ফেডারেশনের শৃঙ্খলা কমিটি। একই সঙ্গে সংশ্লিষ্ট ক্লাবকে ৫ লাখ টাকা জরিমানা করা হয়েছে। তদন্তে অভিযোগের সত্যতা পাওয়ার পর এ শাস্তি দেওয়া হয়। ফেডারেশন জানিয়েছে, ভবিষ্যতে এ ধরনের অনিয়ম রোধে নিবন্ধন প্রক্রিয়া আরও কঠোর করা হবে। বয়স ও পরিচয় জালিয়াতির দায়ে এক ফুটবলারকে দুই বছরের জন্য নিষিদ্ধ করেছে বাংলাদেশ ফুটবল ফেডারেশনের শৃঙ্খলা কমিটি। একই সঙ্গে সংশ্লিষ্ট ক্লাবকে ৫ লাখ টাকা জরিমানা করা হয়েছে। তদন্তে অভিযোগের সত্যতা পাওয়ার পর এ শাস্তি দেওয়া হয়। ফেডারেশন জানিয়েছে, ভবিষ্যতে এ ধরনের অনিয়ম রোধে নিবন্ধন প্রক্রিয়া আরও কঠোর করা হবে। বয়স ও পরিচয় জালিয়াতির দায়ে এক ফুটবলারকে দুই বছরের জন্য নিষিদ্ধ করেছে বাংলাদেশ ফুটবল ফেডারেশনের শৃঙ্খলা কমিটি। একই সঙ্গে সংশ্লিষ্ট ক্লাবকে ৫ লাখ টাকা জরিমানা করা হয়েছে। তদন্তে অভিযোগের সত্যতা পাওয়ার পর এ শাস্তি দেওয়া হয়। ফেডারেশন জানিয়েছে, ভবিষ্যতে এ ধরনের অনিয়ম রোধে নিবন্ধন প্রক্রিয়া আরও কঠোর করা হবে। [521, 1465, 676, 1728]
article-dse-block-market [358, 1021, 513, 1333]
continued-from-label: শেষ পৃষ্ঠার পর [738, 351, 785, 362]
continued-from-label: শেষ পৃষ্ঠার পর [249, 275, 296, 286]
article-headline: বিজয়ের মাস [234, 254, 311, 270]
continued-from-label: শেষ পৃষ্ঠার পর [167, 1416, 215, 1427]
article-headline: ৪০ আসনে সমঝোতা না হলে [914, 88, 1098, 105]
page-number: ৭ [778, 35, 829, 70]
article-headline: সিলেটে তেলের সন্ধান, দৈনিক [36, 88, 183, 102]
article-headline: তিন মামলায় বিএনপির নেতা রবিউলসহ [66, 843, 316, 860]
article-body: গ্যাসক্ষেত্রটির আশপাশে আরও কূপ খননের পরিকল্পনা রয়েছে। এতে দেশের জ্বালানি চাহিদার বড় একটি অংশ পূরণ হবে বলে আশা করা হচ্ছে। স্থানীয় প্রশাসন জানিয়েছে, খনন এলাকার নিরাপত্তা জোরদার করা হয়েছে। সংশ্লিষ্ট সূত্রে জানা গেছে, সার্বিক পরিস্থিতি পর্যালোচনা করে প্রয়োজনীয় পদক্ষেপ নেওয়া হয়েছে। গ্যাসক্ষেত্রটির আশপাশে আরও কূপ খননের পরিকল্পনা রয়েছে। এতে দেশের জ্বালানি চাহিদার বড় একটি অংশ পূরণ হবে বলে আশা করা হচ্ছে। স্থানীয় প্রশাসন জানিয়েছে, খনন এলাকার নিরাপত্তা জোরদার করা হয়েছে। সংশ্লিষ্ট সূত্রে জানা গেছে, সার্বিক পরিস্থিতি পর্যালোচনা করে প্রয়োজনীয় পদক্ষেপ নেওয়া হয়েছে। [195, 89, 350, 241]
article-many-countries [684, 640, 839, 1814]
